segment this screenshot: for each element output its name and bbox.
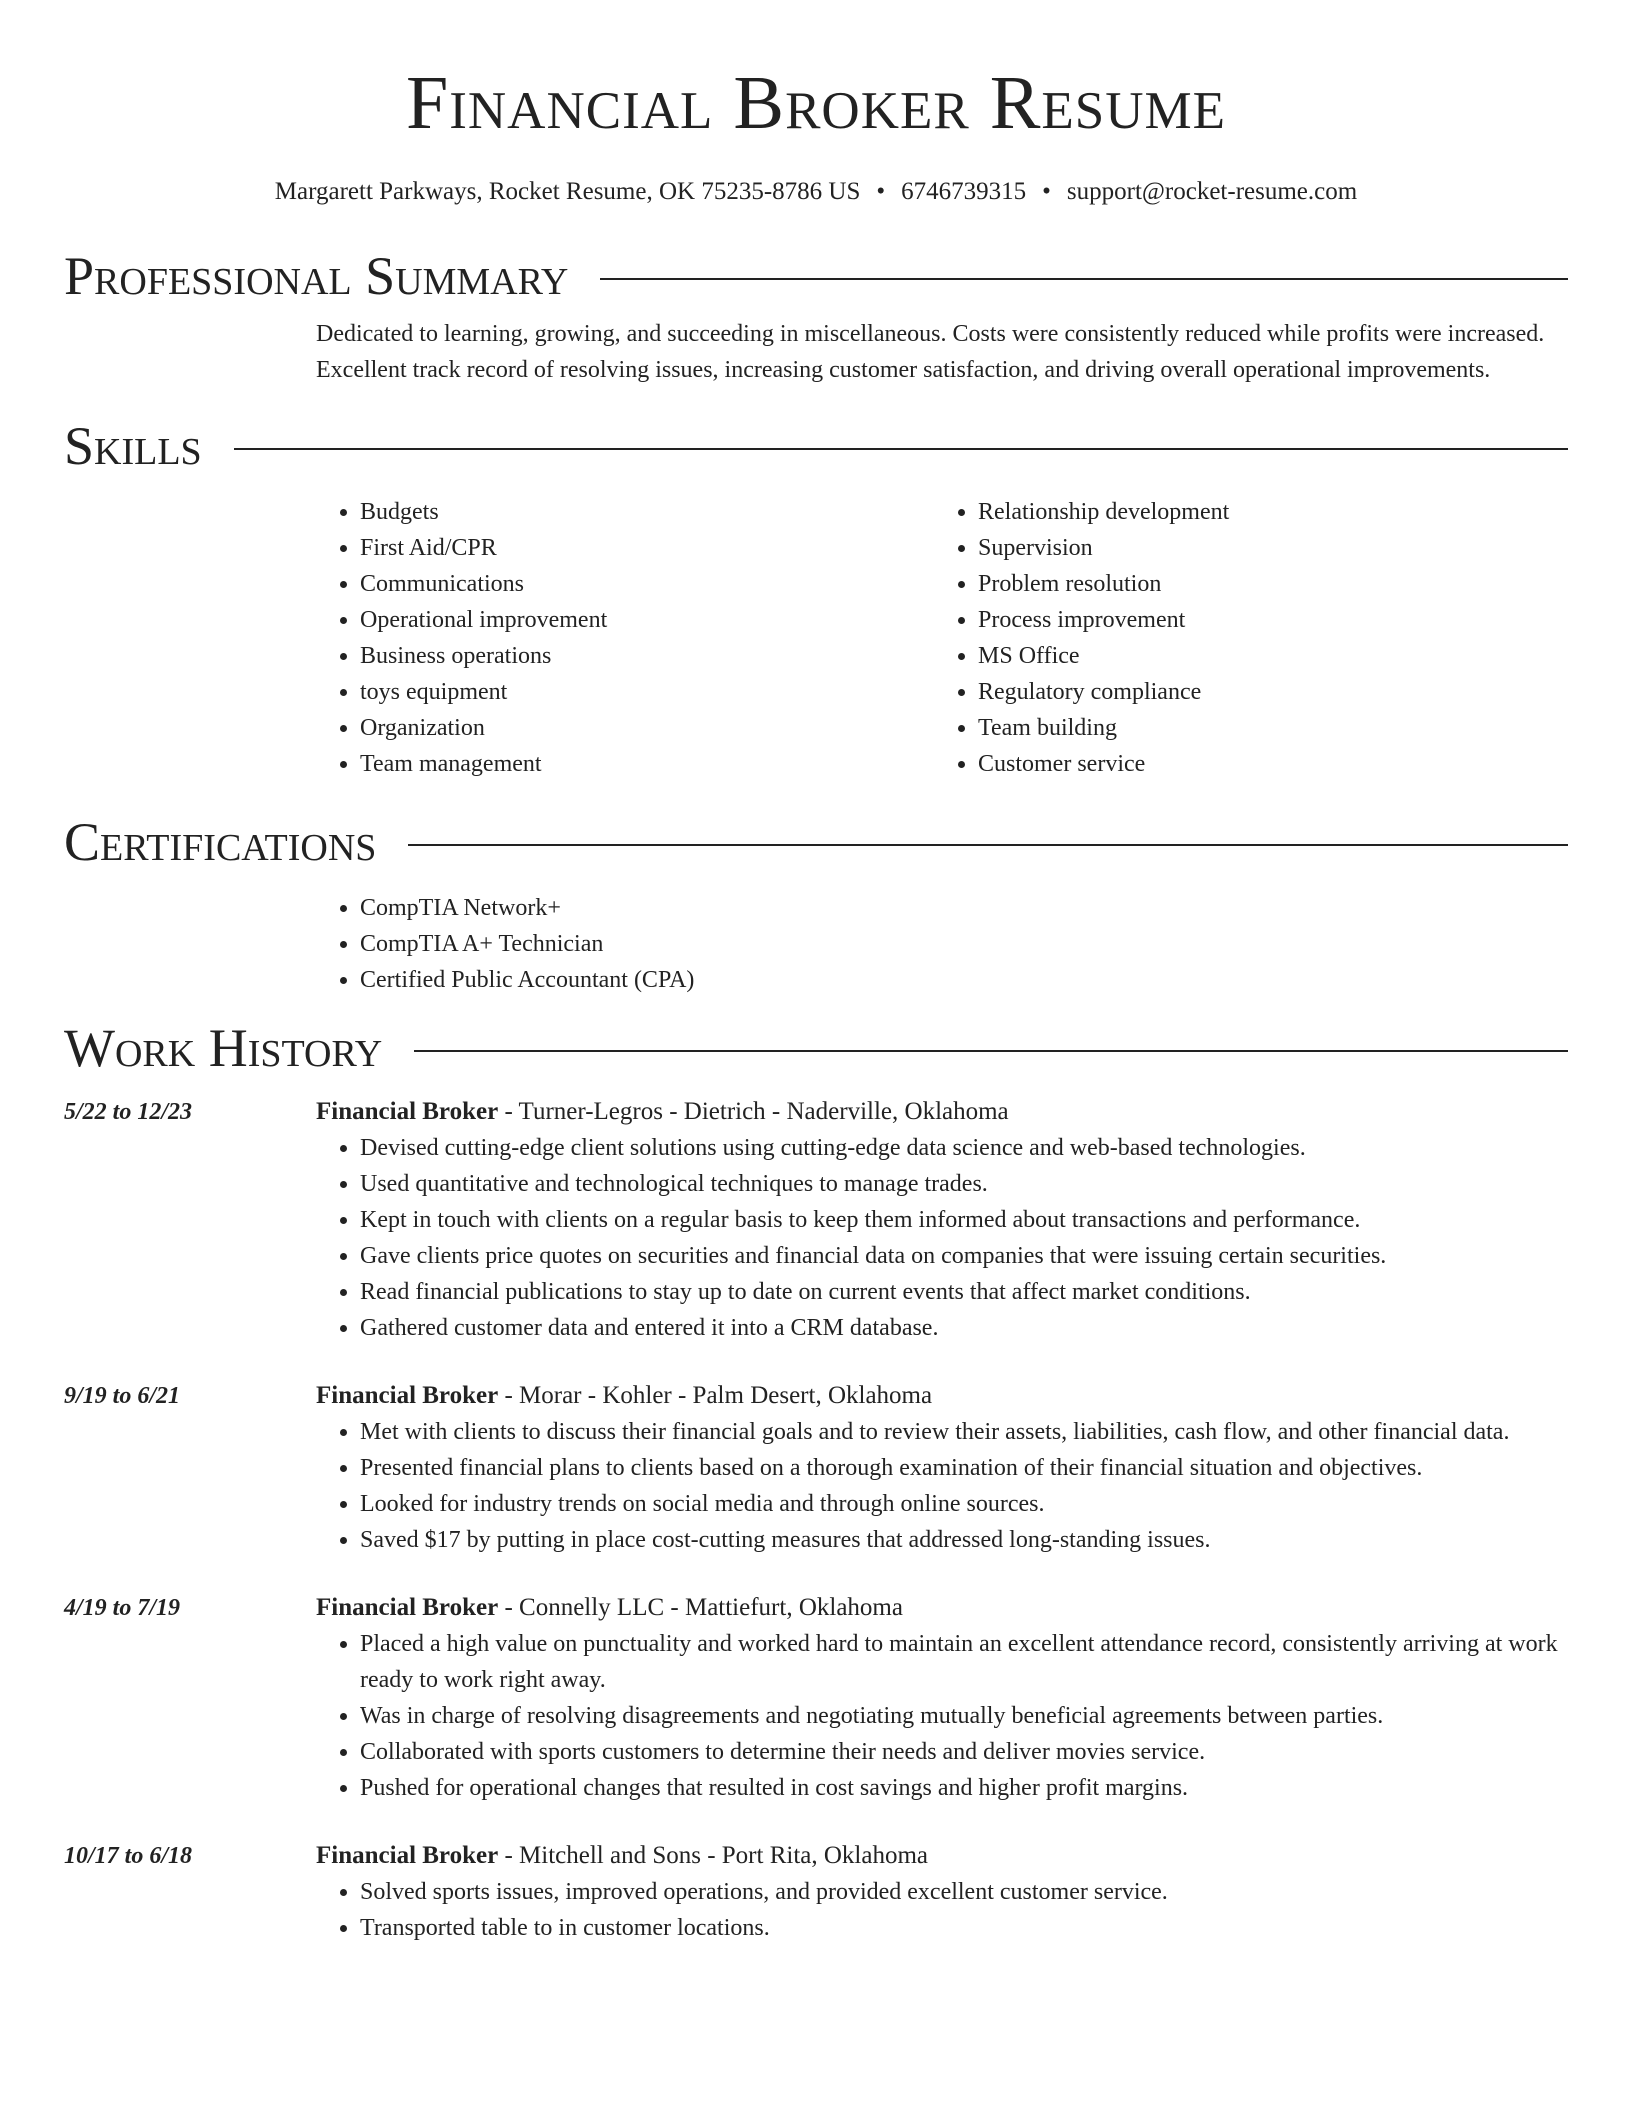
certification-item: • Certified Public Accountant (CPA) [360,962,1568,998]
certifications-section [64,812,1568,998]
job-entry [64,1838,1568,1946]
resume-page [64,0,1568,1946]
contact-line [64,176,1568,208]
skill-item: • Process improvement [978,602,1552,638]
job-details: - Turner-Legros - Dietrich - Naderville, Oklahoma [498,1098,1009,1125]
job-dates: 4/19 to 7/19 [64,1595,181,1621]
certification-item: • CompTIA A+ Technician [360,926,1568,962]
skill-item: • toys equipment [360,674,934,710]
skill-item: • Problem resolution [978,566,1552,602]
job-bullets [316,1626,1568,1806]
job-bullets [316,1874,1568,1946]
job-heading [316,1378,1568,1414]
work-history-heading: Work History [64,1018,383,1078]
job-heading [316,1590,1568,1626]
skills-grid [316,494,1568,782]
job-role: Financial Broker [316,1594,499,1621]
job-dates: 10/17 to 6/18 [64,1843,193,1869]
skill-item: • Customer service [978,746,1552,782]
section-divider [234,448,1568,450]
job-dates: 5/22 to 12/23 [64,1099,193,1125]
job-entry [64,1094,1568,1346]
job-bullets [316,1130,1568,1346]
work-history-section [64,1018,1568,1946]
certification-item: • CompTIA Network+ [360,890,1568,926]
job-bullet: • Solved sports issues, improved operations, and provided excellent customer service. [360,1874,1568,1910]
contact-address: Margarett Parkways, Rocket Resume, OK 75235-8786 US [274,178,861,205]
section-divider [408,844,1568,846]
skill-item: • MS Office [978,638,1552,674]
job-details: - Morar - Kohler - Palm Desert, Oklahoma [498,1382,933,1409]
skill-item: • Supervision [978,530,1552,566]
job-bullet: • Met with clients to discuss their financial goals and to review their assets, liabilities, cash flow, and other financial data. [360,1414,1568,1450]
job-details: - Mitchell and Sons - Port Rita, Oklahoma [498,1842,928,1869]
job-role: Financial Broker [316,1382,499,1409]
skills-column-left [316,494,934,782]
job-entry [64,1590,1568,1806]
job-bullet: • Pushed for operational changes that resulted in cost savings and higher profit margins. [360,1770,1568,1806]
job-bullet: • Saved $17 by putting in place cost-cutting measures that addressed long-standing issues. [360,1522,1568,1558]
skill-item: • Team building [978,710,1552,746]
certifications-heading: Certifications [64,812,377,872]
job-heading [316,1838,1568,1874]
job-bullet: • Collaborated with sports customers to determine their needs and deliver movies service. [360,1734,1568,1770]
job-entry [64,1378,1568,1558]
skill-item: • Organization [360,710,934,746]
summary-section [64,246,1568,388]
resume-title: Financial Broker Resume [405,61,1227,145]
skill-item: • Communications [360,566,934,602]
skill-item: • Operational improvement [360,602,934,638]
skill-item: • Team management [360,746,934,782]
job-role: Financial Broker [316,1098,499,1125]
certifications-header [64,812,1568,872]
certifications-body [316,890,1568,998]
skills-heading: Skills [64,416,202,476]
job-main [316,1094,1568,1346]
job-bullet: • Read financial publications to stay up to date on current events that affect market conditions. [360,1274,1568,1310]
job-main [316,1838,1568,1946]
skill-item: • Regulatory compliance [978,674,1552,710]
job-main [316,1590,1568,1806]
summary-heading: Professional Summary [64,246,569,306]
job-role: Financial Broker [316,1842,499,1869]
job-bullet: • Devised cutting-edge client solutions using cutting-edge data science and web-based technologies. [360,1130,1568,1166]
summary-body [316,316,1568,388]
job-bullet: • Gathered customer data and entered it into a CRM database. [360,1310,1568,1346]
summary-text: Dedicated to learning, growing, and succeeding in miscellaneous. Costs were consistently reduced while profits were increased. Excellent track record of resolving issues, increasing customer satisfaction, and driving overall operational improvements. [316,321,1545,383]
job-bullet: • Transported table to in customer locations. [360,1910,1568,1946]
job-heading [316,1094,1568,1130]
skills-section [64,416,1568,782]
work-history-header [64,1018,1568,1078]
job-dates: 9/19 to 6/21 [64,1383,181,1409]
job-bullet: • Placed a high value on punctuality and worked hard to maintain an excellent attendance record, consistently arriving at work ready to work right away. [360,1626,1568,1698]
contact-separator: • [1042,178,1051,205]
job-bullet: • Kept in touch with clients on a regular basis to keep them informed about transactions and performance. [360,1202,1568,1238]
section-divider [600,278,1568,280]
job-bullet: • Was in charge of resolving disagreements and negotiating mutually beneficial agreements between parties. [360,1698,1568,1734]
skill-item: • First Aid/CPR [360,530,934,566]
skill-item: • Business operations [360,638,934,674]
job-bullet: • Used quantitative and technological techniques to manage trades. [360,1166,1568,1202]
job-bullet: • Looked for industry trends on social media and through online sources. [360,1486,1568,1522]
job-bullet: • Gave clients price quotes on securities and financial data on companies that were issuing certain securities. [360,1238,1568,1274]
skills-header [64,416,1568,476]
skills-body [316,494,1568,782]
contact-separator: • [876,178,886,205]
job-main [316,1378,1568,1558]
job-details: - Connelly LLC - Mattiefurt, Oklahoma [498,1594,903,1621]
contact-phone: 6746739315 [901,178,1027,205]
skill-item: • Relationship development [978,494,1552,530]
contact-email: support@rocket-resume.com [1066,178,1358,205]
skill-item: • Budgets [360,494,934,530]
summary-header [64,246,1568,306]
skills-column-right [934,494,1552,782]
job-bullet: • Presented financial plans to clients based on a thorough examination of their financial situation and objectives. [360,1450,1568,1486]
section-divider [414,1050,1568,1052]
job-bullets [316,1414,1568,1558]
